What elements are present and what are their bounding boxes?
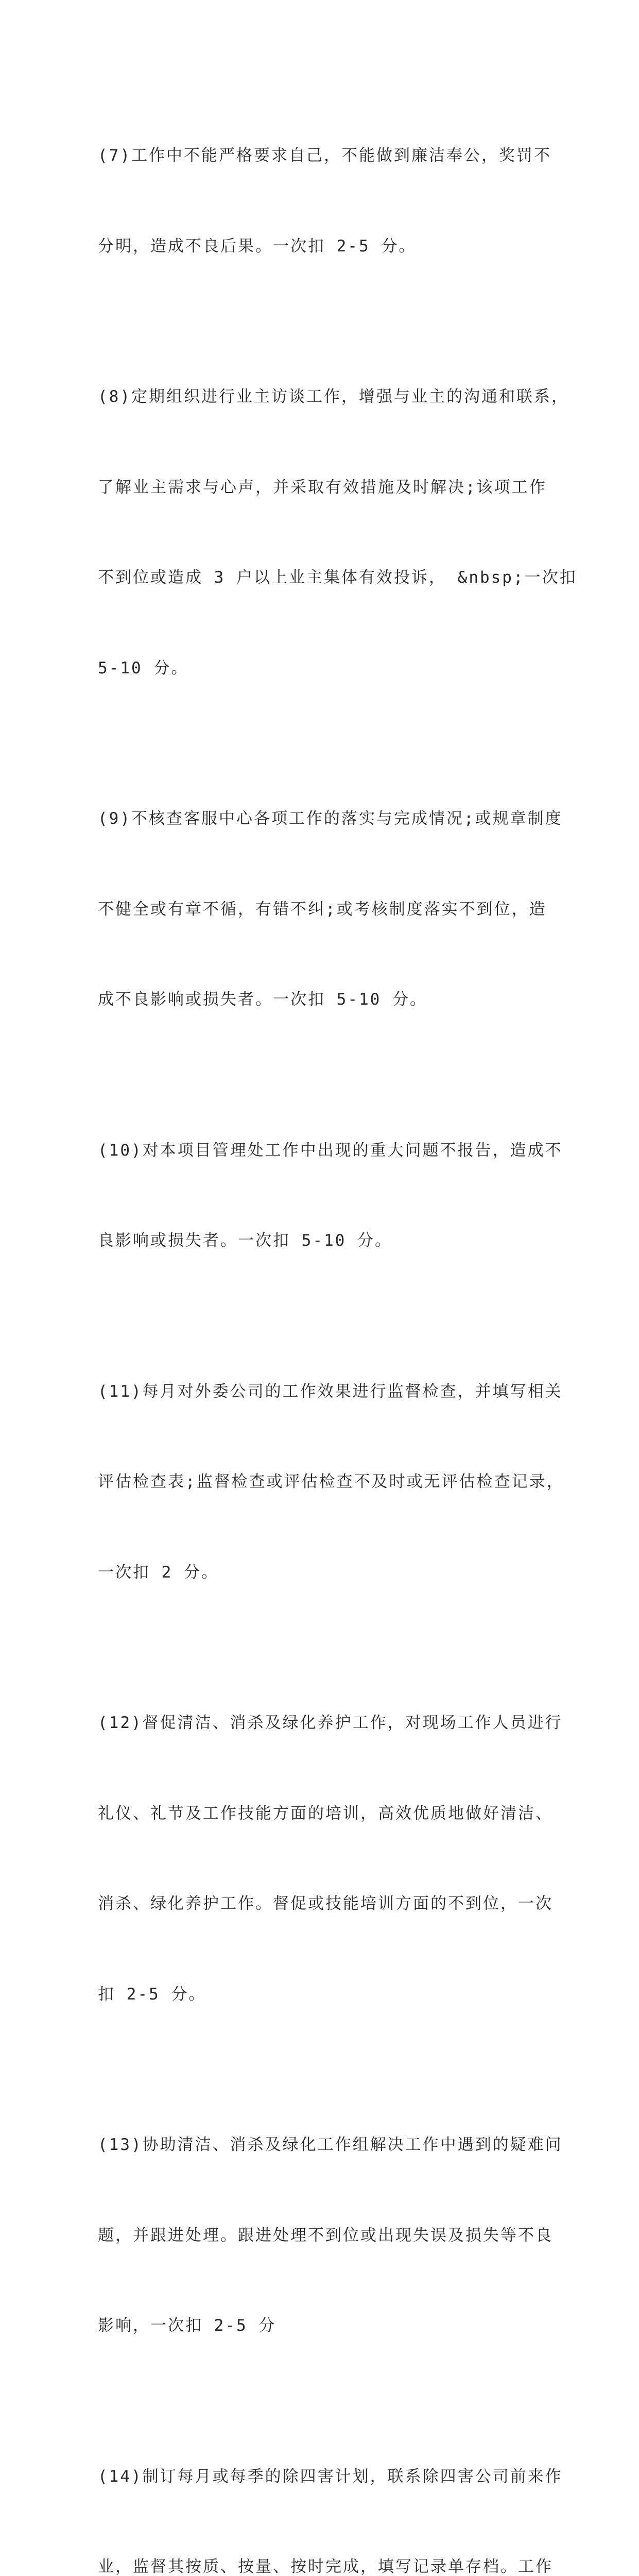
paragraph-item-12	[98, 1648, 551, 2070]
text-line: 业，监督其按质、按量、按时完成，填写记录单存档。工作	[98, 2552, 551, 2576]
paragraph-item-10	[98, 1075, 551, 1316]
text-line: 成不良影响或损失者。一次扣 5-10 分。	[98, 985, 551, 1015]
text-line: (9)不核查客服中心各项工作的落实与完成情况;或规章制度	[98, 804, 551, 834]
paragraph-item-9	[98, 743, 551, 1075]
text-line: (7)工作中不能严格要求自己，不能做到廉洁奉公，奖罚不	[98, 141, 551, 171]
paragraph-item-7	[98, 80, 551, 321]
paragraph-item-8	[98, 321, 551, 743]
text-line: 一次扣 2 分。	[98, 1557, 551, 1588]
paragraph-item-14	[98, 2401, 551, 2576]
text-line: (14)制订每月或每季的除四害计划，联系除四害公司前来作	[98, 2462, 551, 2492]
text-line: 了解业主需求与心声，并采取有效措施及时解决;该项工作	[98, 472, 551, 503]
text-line: 分明，造成不良后果。一次扣 2-5 分。	[98, 231, 551, 262]
text-line: 不到位或造成 3 户以上业主集体有效投诉， &nbsp;一次扣	[98, 563, 551, 593]
text-line: 礼仪、礼节及工作技能方面的培训，高效优质地做好清洁、	[98, 1799, 551, 1829]
text-line: 题，并跟进处理。跟进处理不到位或出现失误及损失等不良	[98, 2221, 551, 2251]
document-body	[98, 80, 551, 2576]
text-line: (13)协助清洁、消杀及绿化工作组解决工作中遇到的疑难问	[98, 2130, 551, 2160]
document-page	[0, 0, 639, 904]
text-line: 消杀、绿化养护工作。督促或技能培训方面的不到位，一次	[98, 1889, 551, 1919]
text-line: 不健全或有章不循，有错不纠;或考核制度落实不到位，造	[98, 894, 551, 925]
text-line: (10)对本项目管理处工作中出现的重大问题不报告，造成不	[98, 1136, 551, 1166]
text-line: (12)督促清洁、消杀及绿化养护工作，对现场工作人员进行	[98, 1708, 551, 1738]
text-line: 5-10 分。	[98, 653, 551, 684]
text-line: 评估检查表;监督检查或评估检查不及时或无评估检查记录，	[98, 1467, 551, 1497]
text-line: (8)定期组织进行业主访谈工作，增强与业主的沟通和联系，	[98, 382, 551, 412]
paragraph-item-13	[98, 2070, 551, 2401]
text-line: 扣 2-5 分。	[98, 1979, 551, 2010]
paragraph-item-11	[98, 1316, 551, 1648]
text-line: 良影响或损失者。一次扣 5-10 分。	[98, 1226, 551, 1256]
text-line: (11)每月对外委公司的工作效果进行监督检查，并填写相关	[98, 1377, 551, 1407]
text-line: 影响，一次扣 2-5 分	[98, 2311, 551, 2341]
